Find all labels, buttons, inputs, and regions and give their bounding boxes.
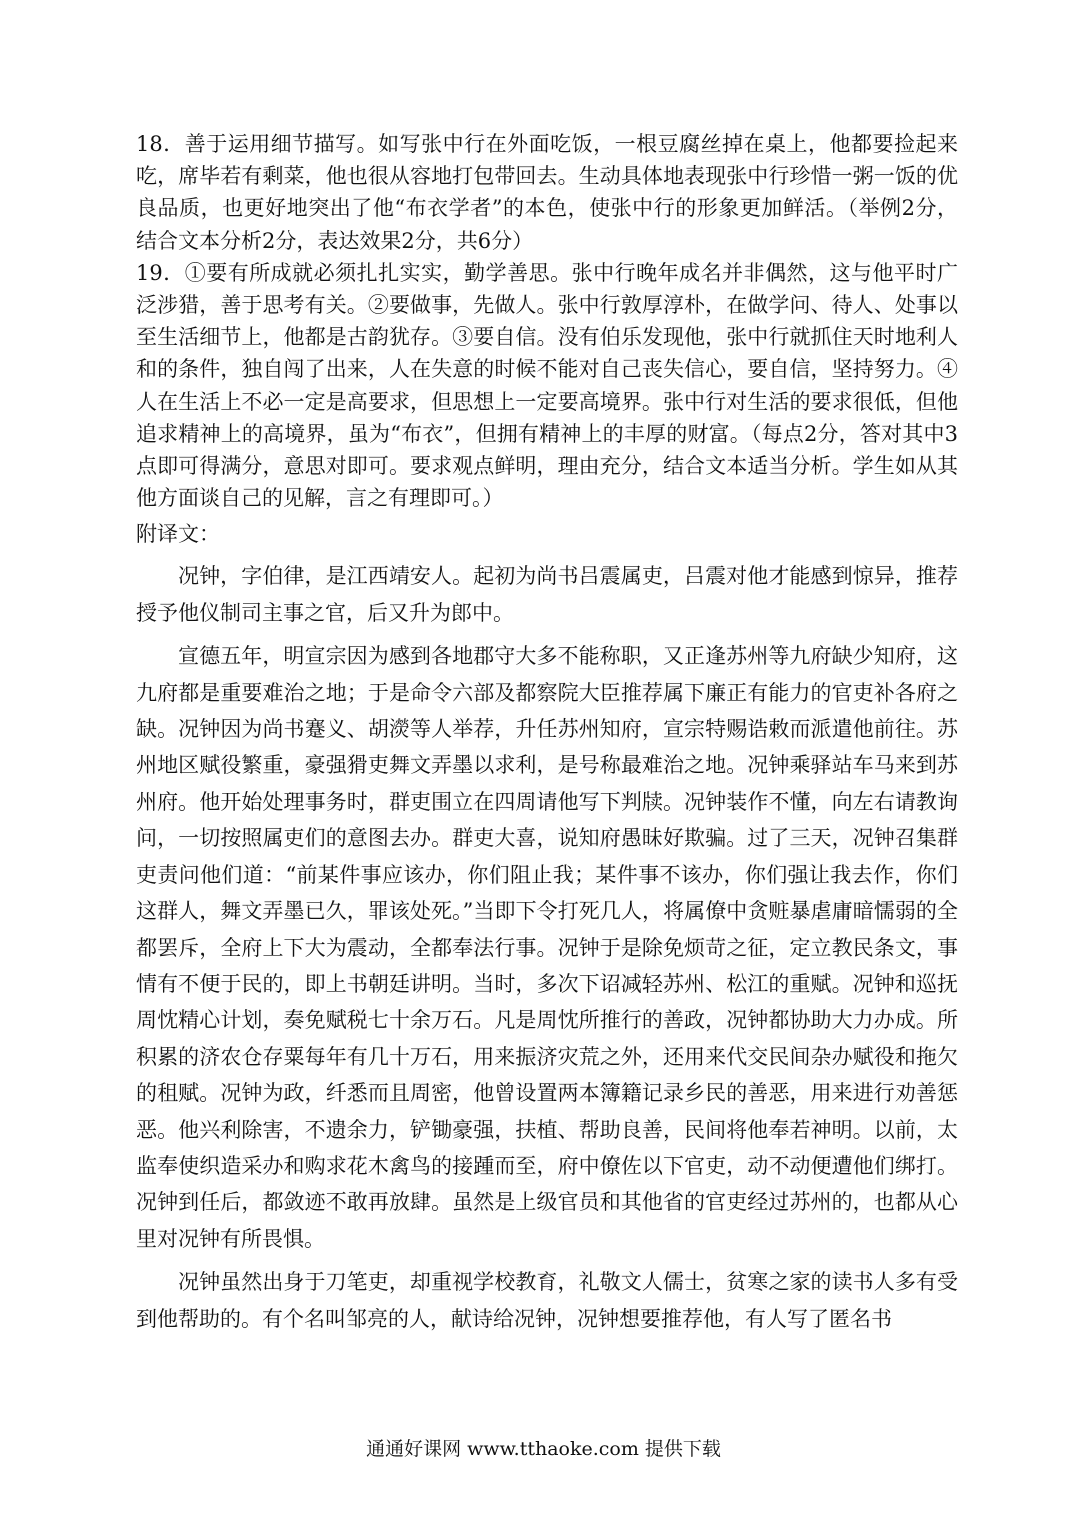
document-page	[136, 128, 958, 1344]
answer-18: 18．善于运用细节描写。如写张中行在外面吃饭，一根豆腐丝掉在桌上，他都要捡起来吃，席毕若有剩菜，他也很从容地打包带回去。生动具体地表现张中行珍惜一粥一饭的优良品质，也更好地突出了他“布衣学者”的本色，使张中行的形象更加鲜活。（举例2分，结合文本分析2分，表达效果2分，共6分）	[136, 132, 958, 253]
translation-label: 附译文：	[136, 522, 220, 547]
answer-section	[136, 128, 958, 514]
answer-19: 19．①要有所成就必须扎扎实实，勤学善思。张中行晚年成名并非偶然，这与他平时广泛涉猎，善于思考有关。②要做事，先做人。张中行敦厚淳朴，在做学问、待人、处事以至生活细节上，他都是古韵犹存。③要自信。没有伯乐发现他，张中行就抓住天时地利人和的条件，独自闯了出来，人在失意的时候不能对自己丧失信心，要自信，坚持努力。④人在生活上不必一定是高要求，但思想上一定要高境界。张中行对生活的要求很低，但他追求精神上的高境界，虽为“布衣”，但拥有精神上的丰厚的财富。（每点2分，答对其中3点即可得满分，意思对即可。要求观点鲜明，理由充分，结合文本适当分析。学生如从其他方面谈自己的见解，言之有理即可。）	[136, 260, 958, 511]
translation-paragraph-2: 宣德五年，明宣宗因为感到各地郡守大多不能称职，又正逢苏州等九府缺少知府，这九府都是重要难治之地；于是命令六部及都察院大臣推荐属下廉正有能力的官吏补各府之缺。况钟因为尚书蹇义、胡濙等人举荐，升任苏州知府，宣宗特赐诰敕而派遣他前往。苏州地区赋役繁重，豪强猾吏舞文弄墨以求利，是号称最难治之地。况钟乘驿站车马来到苏州府。他开始处理事务时，群吏围立在四周请他写下判牍。况钟装作不懂，向左右请教询问，一切按照属吏们的意图去办。群吏大喜，说知府愚昧好欺骗。过了三天，况钟召集群吏责问他们道：“前某件事应该办，你们阻止我；某件事不该办，你们强让我去作，你们这群人，舞文弄墨已久，罪该处死。”当即下令打死几人，将属僚中贪赃暴虐庸暗懦弱的全都罢斥，全府上下大为震动，全都奉法行事。况钟于是除免烦苛之征，定立教民条文，事情有不便于民的，即上书朝廷讲明。当时，多次下诏减轻苏州、松江的重赋。况钟和巡抚周忱精心计划，奏免赋税七十余万石。凡是周忱所推行的善政，况钟都协助大力办成。所积累的济农仓存粟每年有几十万石，用来振济灾荒之外，还用来代交民间杂办赋役和拖欠的租赋。况钟为政，纤悉而且周密，他曾设置两本簿籍记录乡民的善恶，用来进行劝善惩恶。他兴利除害，不遗余力，铲锄豪强，扶植、帮助良善，民间将他奉若神明。以前，太监奉使织造采办和购求花木禽鸟的接踵而至，府中僚佐以下官吏，动不动便遭他们绑打。况钟到任后，都敛迹不敢再放肆。虽然是上级官员和其他省的官吏经过苏州的，也都从心里对况钟有所畏惧。	[136, 644, 958, 1251]
translation-paragraph-1: 况钟，字伯律，是江西靖安人。起初为尚书吕震属吏，吕震对他才能感到惊异，推荐授予他仪制司主事之官，后又升为郎中。	[136, 564, 958, 625]
page-footer: 通通好课网 www.tthaoke.com 提供下载	[366, 1438, 721, 1460]
translation-paragraph-3: 况钟虽然出身于刀笔吏，却重视学校教育，礼敬文人儒士，贫寒之家的读书人多有受到他帮助的。有个名叫邹亮的人，献诗给况钟，况钟想要推荐他，有人写了匿名书	[136, 1270, 958, 1331]
translation-section	[136, 558, 958, 1337]
